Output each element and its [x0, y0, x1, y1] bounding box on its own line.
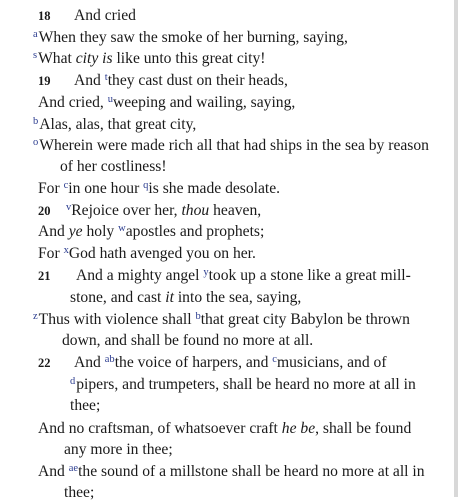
- verse-21-line-3: [33, 310, 410, 330]
- verse-22-line-5: [64, 440, 173, 460]
- verse-22-line-2: [70, 375, 416, 395]
- cross-reference-mark[interactable]: b: [33, 116, 39, 127]
- cross-reference-mark[interactable]: a: [33, 29, 38, 40]
- line-text: , shall be found: [315, 420, 412, 437]
- line-text: And no craftsman, of whatsoever craft: [38, 420, 282, 437]
- line-text: Thus with violence shall: [38, 311, 196, 328]
- line-text: And: [38, 463, 69, 480]
- line-text: And cried,: [38, 94, 108, 111]
- line-text: For: [38, 245, 64, 262]
- cross-reference-mark[interactable]: x: [63, 245, 69, 256]
- cross-reference-mark[interactable]: o: [33, 137, 39, 148]
- italic-text: he be: [281, 420, 316, 437]
- line-text: What: [38, 50, 76, 67]
- line-text: holy: [82, 223, 119, 240]
- italic-text: thou: [181, 202, 210, 219]
- verse-20-line-2: [38, 222, 264, 242]
- line-text: thee;: [64, 484, 95, 501]
- cross-reference-mark[interactable]: b: [195, 311, 201, 322]
- verse-22-line-7: [64, 483, 94, 503]
- line-text: And: [38, 223, 69, 240]
- cross-reference-mark[interactable]: t: [104, 72, 108, 83]
- italic-text: it: [165, 289, 174, 306]
- verse-19-line-2: [38, 93, 295, 113]
- cross-reference-mark[interactable]: u: [107, 94, 113, 105]
- verse-22-line-3: [70, 396, 100, 416]
- verse-number-22: 22: [38, 356, 51, 370]
- page-edge-rule: [454, 0, 458, 497]
- line-text: Rejoice over her,: [71, 202, 182, 219]
- cross-reference-mark[interactable]: ae: [68, 463, 79, 474]
- cross-reference-mark[interactable]: c: [272, 354, 277, 365]
- cross-reference-mark[interactable]: q: [143, 180, 149, 191]
- cross-reference-mark[interactable]: y: [203, 267, 209, 278]
- line-text: pipers, and trumpeters, shall be heard no more at all in: [76, 376, 416, 393]
- verse-20-line-1: [38, 201, 261, 221]
- cross-reference-mark[interactable]: c: [63, 180, 69, 191]
- line-text: heaven,: [209, 202, 262, 219]
- verse-number-19: 19: [38, 74, 51, 88]
- line-text: When they saw the smoke of her burning, saying,: [38, 29, 348, 46]
- line-text: weeping and wailing, saying,: [112, 94, 296, 111]
- verse-22-line-4: [38, 419, 411, 439]
- line-text: apostles and prophets;: [125, 223, 265, 240]
- line-text: And: [74, 354, 105, 371]
- verse-18-line-3: [33, 49, 265, 69]
- line-text: they cast dust on their heads,: [107, 72, 288, 89]
- line-text: God hath avenged you on her.: [68, 245, 256, 262]
- line-text: And cried: [74, 7, 136, 24]
- verse-22-line-6: [38, 462, 425, 482]
- line-text: stone, and cast: [70, 289, 166, 306]
- cross-reference-mark[interactable]: v: [66, 202, 72, 213]
- line-text: is she made desolate.: [148, 180, 281, 197]
- line-text: the sound of a millstone shall be heard no more at all in: [78, 463, 425, 480]
- line-text: musicians, and of: [276, 354, 387, 371]
- verse-18-line-2: [33, 28, 348, 48]
- line-text: into the sea, saying,: [173, 289, 302, 306]
- verse-22-line-1: [38, 353, 387, 373]
- verse-number-18: 18: [38, 9, 51, 23]
- italic-text: ye: [68, 223, 83, 240]
- line-text: took up a stone like a great mill-: [208, 267, 411, 284]
- line-text: And a mighty angel: [76, 267, 204, 284]
- line-text: Alas, alas, that great city,: [39, 116, 197, 133]
- line-text: like unto this great city!: [112, 50, 266, 67]
- line-text: And: [74, 72, 105, 89]
- line-text: thee;: [70, 397, 101, 414]
- cross-reference-mark[interactable]: z: [33, 311, 38, 322]
- line-text: that great city Babylon be thrown: [200, 311, 410, 328]
- cross-reference-mark[interactable]: s: [33, 50, 38, 61]
- verse-18-line-1: [38, 6, 136, 26]
- cross-reference-mark[interactable]: ab: [104, 354, 115, 365]
- line-text: Wherein were made rich all that had ships in the sea by reason: [39, 137, 429, 154]
- cross-reference-mark[interactable]: w: [118, 223, 126, 234]
- verse-20-line-3: [38, 244, 256, 264]
- verse-19-line-4: [33, 136, 429, 156]
- verse-19-line-5: [60, 157, 167, 177]
- line-text: of her costliness!: [60, 158, 167, 175]
- verse-21-line-4: [62, 331, 313, 351]
- verse-number-21: 21: [38, 269, 51, 283]
- verse-19-line-3: [33, 115, 196, 135]
- verse-21-line-2: [70, 288, 301, 308]
- italic-text: city is: [75, 50, 113, 67]
- line-text: down, and shall be found no more at all.: [62, 332, 314, 349]
- verse-19-line-1: [38, 71, 288, 91]
- line-text: the voice of harpers, and: [114, 354, 273, 371]
- line-text: For: [38, 180, 64, 197]
- verse-number-20: 20: [38, 204, 51, 218]
- line-text: any more in thee;: [64, 441, 173, 458]
- verse-21-line-1: [38, 266, 411, 286]
- verse-19-line-6: [38, 179, 280, 199]
- cross-reference-mark[interactable]: d: [70, 376, 76, 387]
- line-text: in one hour: [68, 180, 144, 197]
